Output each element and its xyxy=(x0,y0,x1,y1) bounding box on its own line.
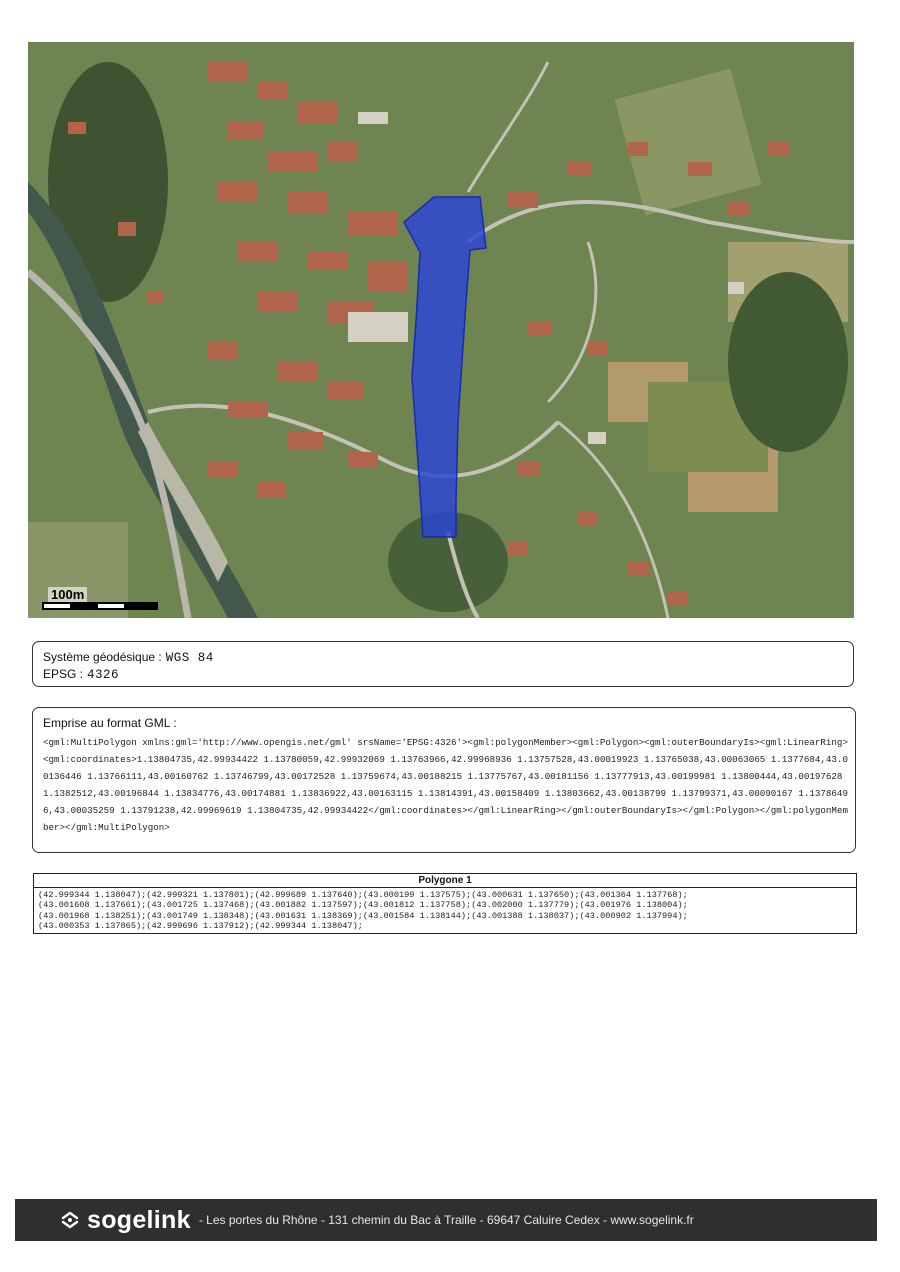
sogelink-logo-icon xyxy=(59,1209,81,1231)
polygon-title: Polygone 1 xyxy=(34,874,856,888)
gml-box xyxy=(32,707,856,853)
geodetic-system-value: WGS 84 xyxy=(165,651,214,665)
polygon-table xyxy=(33,873,857,934)
footer-address: - Les portes du Rhône - 131 chemin du Bac à Traille - 69647 Caluire Cedex - www.sogelink.fr xyxy=(198,1213,694,1227)
scale-label: 100m xyxy=(48,587,87,602)
aerial-image xyxy=(28,42,854,618)
scale-bar xyxy=(42,602,158,610)
gml-text: <gml:MultiPolygon xmlns:gml='http://www.opengis.net/gml' srsName='EPSG:4326'><gml:polygonMember><gml:Polygon><gml:outerBoundaryIs><gml:LinearRing><gml:coordinates>1.13804735,42.99934422 1.13780059,42.99932069 1.13763966,42.99968936 1.13757528,43.00019923 1.13765038,43.00063065 1.1377684,43.00136446 1.13766111,43.00160762 1.13746799,43.00172528 1.13759674,43.00188215 1.13775767,43.00181156 1.13777913,43.00199981 1.13800444,43.00197628 1.1382512,43.00196844 1.13834776,43.00174881 1.13836922,43.00163115 1.13814391,43.00158409 1.13803662,43.00138799 1.13799371,43.00090167 1.13786496,43.00035259 1.13791238,42.99969619 1.13804735,42.99934422</gml:coordinates></gml:LinearRing></gml:outerBoundaryIs></gml:Polygon></gml:polygonMember></gml:MultiPolygon> xyxy=(43,737,848,833)
aerial-map xyxy=(28,42,854,618)
polygon-line: (43.001608 1.137661);(43.001725 1.137468);(43.001882 1.137597);(43.001812 1.137758);(43.002000 1.137779);(43.001976 1.138004); xyxy=(38,900,688,911)
epsg-value: 4326 xyxy=(87,668,120,682)
polygon-line: (43.001968 1.138251);(43.001749 1.138348);(43.001631 1.138369);(43.001584 1.138144);(43.001388 1.138037);(43.000902 1.137994); xyxy=(38,910,688,921)
epsg-label: EPSG : xyxy=(43,667,84,681)
brand xyxy=(59,1206,191,1235)
polygon-line: (43.000353 1.137865);(42.999696 1.137912);(42.999344 1.138047); xyxy=(38,920,363,931)
brand-name: sogelink xyxy=(87,1205,191,1234)
epsg-row xyxy=(43,667,119,682)
geodetic-system-label: Système géodésique : xyxy=(43,650,162,664)
geodetic-system-row xyxy=(43,650,214,665)
polygon-coordinates xyxy=(34,888,856,933)
footer xyxy=(15,1199,877,1241)
gml-title: Emprise au format GML : xyxy=(43,716,177,730)
polygon-line: (42.999344 1.138047);(42.999321 1.137801);(42.999689 1.137640);(43.000199 1.137575);(43.000631 1.137650);(43.001364 1.137768); xyxy=(38,890,688,900)
geodetic-box xyxy=(32,641,854,687)
